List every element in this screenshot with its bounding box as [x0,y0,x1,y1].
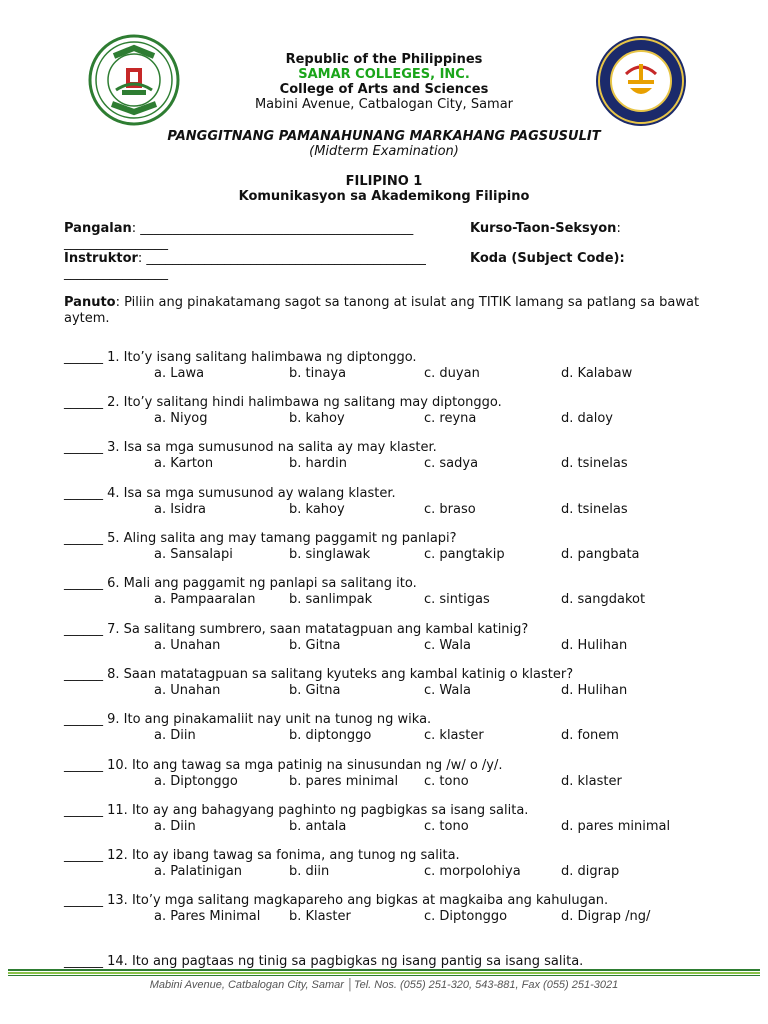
choice-option: a. Karton [154,456,214,471]
choice-option: d. Kalabaw [561,366,633,381]
choice-option: d. pangbata [561,547,640,562]
question-item [64,893,744,924]
choice-option: a. Unahan [154,683,221,698]
choice-option: b. tinaya [289,366,347,381]
question-stem[interactable]: ______ 2. Ito’y salitang hindi halimbawa ng salitang may diptonggo. [64,395,502,410]
question-item [64,440,744,471]
choice-option: c. tono [424,819,469,834]
subject-block [0,174,768,204]
college-name: SAMAR COLLEGES, INC. [298,67,470,82]
choice-option: d. Hulihan [561,683,628,698]
choice-option: b. singlawak [289,547,371,562]
choice-option: d. Digrap /ng/ [561,909,651,924]
choice-row [64,728,744,743]
question-item [64,576,744,607]
department-name: College of Arts and Sciences [279,82,489,97]
choice-option: a. Unahan [154,638,221,653]
question-item [64,622,744,653]
question-stem[interactable]: ______ 14. Ito ang pagtaas ng tinig sa pagbigkas ng isang pantig sa isang salita. [64,954,584,969]
choice-option: d. pares minimal [561,819,671,834]
choice-option: d. fonem [561,728,619,743]
choice-option: c. sadya [424,456,479,471]
question-stem[interactable]: ______ 8. Saan matatagpuan sa salitang kyuteks ang kambal katinig o klaster? [64,667,574,682]
choice-option: b. diptonggo [289,728,372,743]
question-item [64,712,744,743]
question-stem[interactable]: ______ 5. Aling salita ang may tamang paggamit ng panlapi? [64,531,457,546]
choice-option: d. digrap [561,864,620,879]
choice-option: b. hardin [289,456,347,471]
exam-subtitle: (Midterm Examination) [309,144,459,159]
footer-contact: Mabini Avenue, Catbalogan City, Samar │Tel. Nos. (055) 251-320, 543-881, Fax (055) 251-3021 [149,979,619,991]
subject-code: FILIPINO 1 [345,174,423,189]
choice-option: c. Diptonggo [424,909,508,924]
choice-option: a. Pampaaralan [154,592,256,607]
question-stem[interactable]: ______ 7. Sa salitang sumbrero, saan matatagpuan ang kambal katinig? [64,622,529,637]
exam-title: PANGGITNANG PAMANAHUNANG MARKAHANG PAGSUSULIT [167,129,601,144]
choice-row [64,683,744,698]
choice-option: a. Diptonggo [154,774,238,789]
instructor-label: Instruktor [64,251,138,266]
choice-row [64,638,744,653]
choice-option: c. Wala [424,638,471,653]
question-item [64,486,744,517]
choice-option: c. duyan [424,366,480,381]
choice-row [64,819,744,834]
question-item [64,848,744,879]
instructor-blank: : ___________________________________________ [137,251,426,266]
subject-code-label: Koda (Subject Code): [470,251,625,266]
choice-option: b. diin [289,864,330,879]
choice-option: d. daloy [561,411,613,426]
choice-row [64,411,744,426]
choice-option: a. Sansalapi [154,547,233,562]
choice-row [64,592,744,607]
question-stem[interactable]: ______ 11. Ito ay ang bahagyang paghinto ng pagbigkas sa isang salita. [64,803,529,818]
question-item [64,758,744,789]
choice-option: a. Diin [154,728,196,743]
choice-option: b. Klaster [289,909,351,924]
exam-title-block [0,129,768,159]
choice-option: d. tsinelas [561,456,628,471]
choice-option: a. Palatinigan [154,864,243,879]
question-item [64,954,744,969]
question-stem[interactable]: ______ 10. Ito ang tawag sa mga patinig na sinusundan ng /w/ o /y/. [64,758,503,773]
choice-row [64,502,744,517]
republic-line: Republic of the Philippines [285,52,483,67]
instructions-text: : Piliin ang pinakatamang sagot sa tanong at isulat ang TITIK lamang sa patlang sa bawat aytem. [64,295,700,326]
choice-option: a. Pares Minimal [154,909,261,924]
name-label: Pangalan [64,221,132,236]
question-stem[interactable]: ______ 4. Isa sa mga sumusunod ay walang klaster. [64,486,396,501]
question-stem[interactable]: ______ 13. Ito’y mga salitang magkapareho ang bigkas at magkaiba ang kahulugan. [64,893,609,908]
choice-row [64,864,744,879]
question-item [64,803,744,834]
choice-option: c. sintigas [424,592,490,607]
choice-option: b. Gitna [289,683,341,698]
question-stem[interactable]: ______ 1. Ito’y isang salitang halimbawa ng diptonggo. [64,350,417,365]
choice-option: b. Gitna [289,638,341,653]
footer-divider [8,969,760,976]
name-field[interactable] [64,221,413,236]
instructions-label: Panuto [64,295,116,310]
choice-row [64,909,744,924]
course-label: Kurso-Taon-Seksyon [470,221,617,236]
choice-option: c. tono [424,774,469,789]
choice-option: c. pangtakip [424,547,505,562]
choice-option: a. Lawa [154,366,205,381]
question-stem[interactable]: ______ 6. Mali ang paggamit ng panlapi sa salitang ito. [64,576,417,591]
choice-option: a. Isidra [154,502,207,517]
address-line: Mabini Avenue, Catbalogan City, Samar [254,97,514,112]
question-stem[interactable]: ______ 12. Ito ay ibang tawag sa fonima, ang tunog ng salita. [64,848,460,863]
choice-row [64,774,744,789]
subject-name: Komunikasyon sa Akademikong Filipino [238,189,530,204]
choice-option: a. Niyog [154,411,208,426]
subject-code-field[interactable] [470,251,625,266]
choice-option: c. klaster [424,728,484,743]
question-item [64,531,744,562]
choice-row [64,366,744,381]
course-blank: : [616,221,621,236]
choice-option: b. kahoy [289,411,345,426]
instructions [64,295,714,327]
choice-option: a. Diin [154,819,196,834]
name-blank: : __________________________________________ [131,221,414,236]
choice-row [64,547,744,562]
instructor-field[interactable] [64,251,426,266]
choice-option: c. reyna [424,411,477,426]
question-stem[interactable]: ______ 9. Ito ang pinakamaliit nay unit na tunog ng wika. [64,712,432,727]
course-field[interactable] [470,221,621,236]
choice-option: d. klaster [561,774,622,789]
question-item [64,350,744,381]
code-blank-continuation: ________________ [64,266,168,281]
choice-option: b. antala [289,819,347,834]
choice-option: c. braso [424,502,476,517]
question-item [64,667,744,698]
choice-option: d. sangdakot [561,592,646,607]
choice-option: d. Hulihan [561,638,628,653]
choice-option: c. morpolohiya [424,864,521,879]
choice-option: c. Wala [424,683,471,698]
cas-seal-logo [594,34,688,128]
choice-option: d. tsinelas [561,502,628,517]
choice-option: b. pares minimal [289,774,399,789]
question-stem[interactable]: ______ 3. Isa sa mga sumusunod na salita ay may klaster. [64,440,437,455]
choice-row [64,456,744,471]
choice-option: b. sanlimpak [289,592,373,607]
question-item [64,395,744,426]
choice-option: b. kahoy [289,502,345,517]
course-blank-continuation: ________________ [64,236,168,251]
